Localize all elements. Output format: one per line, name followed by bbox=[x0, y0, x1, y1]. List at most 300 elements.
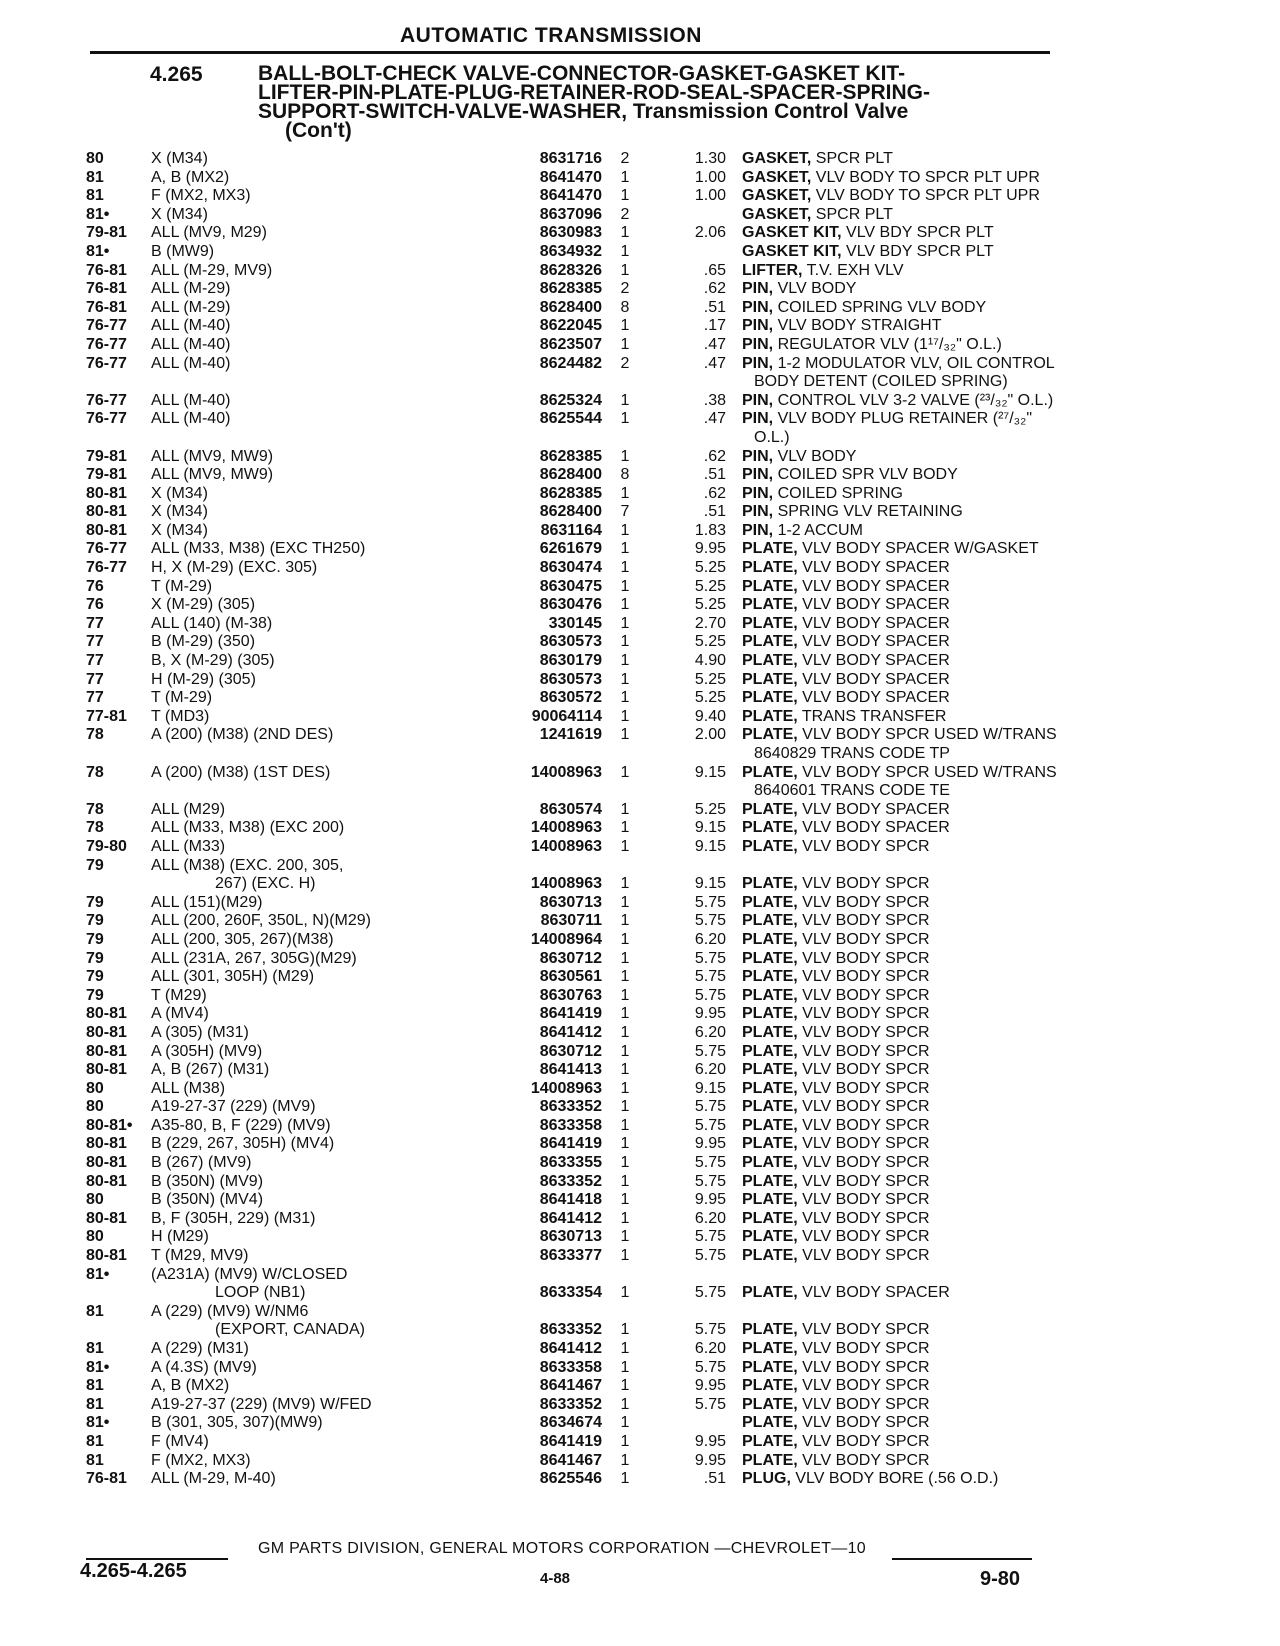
part-row bbox=[86, 1024, 1046, 1043]
part-number: 8630474 bbox=[539, 559, 602, 577]
part-name: GASKET, bbox=[742, 150, 812, 167]
price: 5.25 bbox=[694, 577, 726, 595]
model-year: 80 bbox=[86, 1228, 104, 1246]
part-number: 8630561 bbox=[539, 968, 602, 986]
quantity: 1 bbox=[620, 1470, 630, 1488]
price: 5.75 bbox=[694, 1358, 726, 1376]
part-row bbox=[86, 1135, 1046, 1154]
part-name: GASKET KIT, bbox=[742, 242, 842, 260]
part-detail: VLV BODY SPCR bbox=[802, 912, 930, 930]
part-number: 8633358 bbox=[539, 1358, 602, 1376]
model-year: 81• bbox=[86, 1414, 110, 1432]
part-row bbox=[86, 1396, 1046, 1415]
model-year: 77 bbox=[86, 652, 104, 670]
part-row bbox=[86, 950, 1046, 969]
part-row bbox=[86, 1154, 1046, 1173]
part-name: PLATE, bbox=[742, 1135, 798, 1153]
part-description bbox=[742, 262, 1132, 281]
model-year: 76-81 bbox=[86, 261, 127, 279]
part-row bbox=[86, 819, 1046, 838]
model-year: 81 bbox=[86, 1432, 104, 1450]
part-description bbox=[742, 782, 1144, 801]
part-name: PLATE, bbox=[742, 652, 798, 670]
part-number: 8628385 bbox=[539, 280, 602, 298]
part-row bbox=[86, 726, 1057, 745]
price: .38 bbox=[703, 391, 726, 409]
part-number: 8641467 bbox=[539, 1377, 602, 1395]
price: 5.75 bbox=[694, 1116, 726, 1134]
part-description bbox=[742, 1210, 1132, 1229]
part-description bbox=[742, 299, 1132, 318]
part-name: PIN, bbox=[742, 466, 774, 484]
price: .51 bbox=[703, 1470, 726, 1488]
application: A, B (MX2) bbox=[151, 1377, 230, 1395]
application: ALL (200, 260F, 350L, N)(M29) bbox=[151, 912, 371, 930]
part-number: 14008964 bbox=[530, 930, 602, 948]
model-year: 77 bbox=[86, 670, 104, 688]
part-number: 8633352 bbox=[539, 1172, 602, 1190]
model-year: 80-81 bbox=[86, 1209, 127, 1227]
quantity: 1 bbox=[620, 763, 630, 781]
part-name: PLATE, bbox=[742, 1340, 798, 1357]
application: X (M34) bbox=[151, 503, 208, 521]
part-description bbox=[742, 1043, 1132, 1062]
part-row bbox=[86, 1191, 1046, 1210]
part-name: PLATE, bbox=[742, 800, 798, 818]
quantity: 1 bbox=[620, 837, 630, 855]
part-name: PLATE, bbox=[742, 949, 798, 967]
part-row bbox=[86, 689, 1046, 708]
application: A (4.3S) (MV9) bbox=[151, 1358, 257, 1376]
quantity: 1 bbox=[620, 726, 630, 744]
part-row bbox=[86, 354, 1055, 374]
part-name: PLATE, bbox=[742, 614, 798, 632]
part-detail: COILED SPRING VLV BODY bbox=[777, 298, 987, 316]
price: 5.75 bbox=[694, 1247, 726, 1265]
part-detail: 1-2 ACCUM bbox=[777, 521, 863, 539]
part-description bbox=[742, 150, 1132, 169]
application: ALL (301, 305H) (M29) bbox=[151, 968, 315, 986]
part-name: PLATE, bbox=[742, 689, 798, 707]
part-number: 8630573 bbox=[539, 670, 602, 688]
part-number: 8631716 bbox=[539, 150, 602, 167]
part-name: PLATE, bbox=[742, 577, 798, 595]
price: 5.75 bbox=[694, 1098, 726, 1116]
part-row bbox=[86, 1005, 1046, 1024]
price: 5.75 bbox=[694, 986, 726, 1004]
part-description bbox=[742, 280, 1132, 299]
part-number: 8628400 bbox=[539, 503, 602, 521]
part-detail: VLV BODY SPCR bbox=[802, 1377, 930, 1395]
part-row bbox=[86, 1321, 1046, 1340]
application: ALL (200, 305, 267)(M38) bbox=[151, 930, 334, 948]
part-row bbox=[86, 448, 1046, 467]
model-year: 79 bbox=[86, 912, 104, 930]
part-description bbox=[742, 764, 1132, 783]
part-description bbox=[742, 410, 1132, 429]
part-detail: SPRING VLV RETAINING bbox=[777, 503, 963, 521]
price: 5.75 bbox=[694, 1172, 726, 1190]
model-year: 78 bbox=[86, 800, 104, 818]
description-continuation-row bbox=[86, 782, 1046, 801]
price: 9.95 bbox=[694, 1005, 726, 1023]
part-number: 8630572 bbox=[539, 689, 602, 707]
part-row bbox=[86, 299, 1046, 318]
part-description bbox=[742, 596, 1132, 615]
part-description bbox=[742, 578, 1132, 597]
model-year: 80 bbox=[86, 150, 104, 167]
application: ALL (MV9, M29) bbox=[151, 224, 267, 242]
quantity: 1 bbox=[620, 1358, 630, 1376]
model-year: 80-81 bbox=[86, 1172, 127, 1190]
part-row bbox=[86, 522, 1046, 541]
part-description bbox=[742, 894, 1132, 913]
price: 4.90 bbox=[694, 652, 726, 670]
part-number: 330145 bbox=[548, 614, 602, 632]
part-number: 8641412 bbox=[539, 1023, 602, 1041]
quantity: 1 bbox=[620, 986, 630, 1004]
quantity: 1 bbox=[620, 1135, 630, 1153]
part-number: 8633354 bbox=[539, 1284, 602, 1302]
application: A (305H) (MV9) bbox=[151, 1042, 263, 1060]
part-detail: TRANS TRANSFER bbox=[801, 707, 947, 725]
price: 9.95 bbox=[694, 540, 726, 558]
quantity: 1 bbox=[620, 521, 630, 539]
application: ALL (M-29, MV9) bbox=[151, 261, 273, 279]
price: 5.25 bbox=[694, 800, 726, 818]
part-name: PLATE, bbox=[742, 540, 798, 558]
part-detail: VLV BODY SPCR bbox=[802, 1228, 930, 1246]
part-detail: VLV BODY SPCR bbox=[802, 1321, 930, 1339]
part-detail: VLV BODY SPCR bbox=[802, 1432, 930, 1450]
quantity: 1 bbox=[620, 1284, 630, 1302]
part-row bbox=[86, 280, 1046, 299]
price: 5.75 bbox=[694, 1042, 726, 1060]
part-number: 8628400 bbox=[539, 298, 602, 316]
part-description bbox=[742, 336, 1132, 355]
part-name: PIN, bbox=[742, 410, 774, 428]
price: 5.25 bbox=[694, 633, 726, 651]
price: 9.40 bbox=[694, 707, 726, 725]
part-detail: VLV BODY SPCR bbox=[802, 1209, 930, 1227]
part-detail: VLV BODY SPACER bbox=[802, 1284, 950, 1302]
model-year: 80-81 bbox=[86, 1135, 127, 1153]
part-description bbox=[742, 1247, 1132, 1266]
model-year: 77 bbox=[86, 689, 104, 707]
model-year: 77 bbox=[86, 633, 104, 651]
part-row bbox=[86, 615, 1046, 634]
application: H, X (M-29) (EXC. 305) bbox=[151, 559, 318, 577]
part-number: 8641419 bbox=[539, 1432, 602, 1450]
model-year: 76 bbox=[86, 596, 104, 614]
part-row bbox=[86, 540, 1046, 559]
part-number: 8641419 bbox=[539, 1005, 602, 1023]
application: X (M34) bbox=[151, 484, 208, 502]
application: B (229, 267, 305H) (MV4) bbox=[151, 1135, 335, 1153]
part-detail: VLV BODY SPCR bbox=[802, 930, 930, 948]
application: ALL (M38) bbox=[151, 1079, 226, 1097]
price: 5.75 bbox=[694, 968, 726, 986]
price: 9.95 bbox=[694, 1451, 726, 1469]
part-detail: VLV BODY SPCR bbox=[802, 1395, 930, 1413]
part-row bbox=[86, 1303, 1046, 1322]
quantity: 1 bbox=[620, 1061, 630, 1079]
price: 5.75 bbox=[694, 1228, 726, 1246]
part-description bbox=[742, 968, 1132, 987]
part-name: PLATE, bbox=[742, 559, 798, 577]
application: X (M34) bbox=[151, 521, 208, 539]
part-description bbox=[742, 1080, 1132, 1099]
price: 1.30 bbox=[694, 150, 726, 167]
price: 9.15 bbox=[694, 837, 726, 855]
price: .51 bbox=[703, 503, 726, 521]
application: ALL (M-40) bbox=[151, 354, 231, 372]
model-year: 80-81 bbox=[86, 1023, 127, 1041]
part-detail: VLV BODY SPCR bbox=[802, 893, 930, 911]
part-name: PLATE, bbox=[742, 1116, 798, 1134]
part-description bbox=[742, 187, 1132, 206]
quantity: 1 bbox=[620, 242, 630, 260]
part-detail: VLV BODY SPACER bbox=[802, 577, 950, 595]
price: 5.25 bbox=[694, 559, 726, 577]
part-description bbox=[742, 1414, 1132, 1433]
application: ALL (M-40) bbox=[151, 317, 231, 335]
part-name: PLATE, bbox=[742, 1154, 798, 1172]
part-row bbox=[86, 931, 1046, 950]
model-year: 81 bbox=[86, 1451, 104, 1469]
quantity: 1 bbox=[620, 1247, 630, 1265]
model-year: 76-81 bbox=[86, 280, 127, 298]
part-detail: VLV BODY SPCR bbox=[802, 1414, 930, 1432]
quantity: 1 bbox=[620, 1432, 630, 1450]
part-number: 8630713 bbox=[539, 1228, 602, 1246]
part-name: PLATE, bbox=[742, 1414, 798, 1432]
application: B, X (M-29) (305) bbox=[151, 652, 275, 670]
continued-label: (Con't) bbox=[285, 119, 352, 142]
part-name: PLATE, bbox=[742, 1247, 798, 1265]
quantity: 1 bbox=[620, 1395, 630, 1413]
part-name: PLATE, bbox=[742, 633, 798, 651]
part-name: LIFTER, bbox=[742, 261, 803, 279]
part-description bbox=[742, 671, 1132, 690]
part-row bbox=[86, 410, 1046, 429]
price: .51 bbox=[703, 466, 726, 484]
price: .47 bbox=[703, 335, 726, 353]
part-description bbox=[742, 1433, 1132, 1452]
part-row bbox=[86, 1043, 1046, 1062]
part-row bbox=[86, 336, 1046, 355]
part-description bbox=[742, 1284, 1132, 1303]
part-name: PLATE, bbox=[742, 1284, 798, 1302]
quantity: 1 bbox=[620, 1172, 630, 1190]
part-detail: VLV BODY SPCR bbox=[802, 875, 930, 893]
part-detail: VLV BODY SPCR bbox=[802, 1042, 930, 1060]
price: .65 bbox=[703, 261, 726, 279]
part-number: 8633352 bbox=[539, 1098, 602, 1116]
part-detail: VLV BODY SPACER bbox=[802, 670, 950, 688]
price: 9.95 bbox=[694, 1135, 726, 1153]
application: A (MV4) bbox=[151, 1005, 209, 1023]
part-row bbox=[86, 1061, 1046, 1080]
part-row bbox=[86, 1433, 1046, 1452]
application: B (267) (MV9) bbox=[151, 1154, 252, 1172]
quantity: 8 bbox=[620, 466, 630, 484]
part-name: PIN, bbox=[742, 335, 774, 353]
model-year: 76-81 bbox=[86, 298, 127, 316]
quantity: 1 bbox=[620, 1377, 630, 1395]
quantity: 1 bbox=[620, 670, 630, 688]
part-description bbox=[742, 169, 1132, 188]
part-description bbox=[742, 429, 1144, 448]
part-description bbox=[742, 1024, 1132, 1043]
part-row bbox=[86, 652, 1046, 671]
part-name: PLATE, bbox=[742, 596, 798, 614]
part-description bbox=[742, 1005, 1132, 1024]
model-year: 80-81 bbox=[86, 1247, 127, 1265]
part-name: PLATE, bbox=[742, 837, 798, 855]
part-number: 8622045 bbox=[539, 317, 602, 335]
part-detail: VLV BODY SPACER bbox=[802, 596, 950, 614]
part-name: PLATE, bbox=[742, 1079, 798, 1097]
quantity: 1 bbox=[620, 1191, 630, 1209]
part-description bbox=[742, 522, 1132, 541]
price: 1.00 bbox=[694, 168, 726, 186]
part-detail: SPCR PLT bbox=[815, 150, 893, 167]
part-description bbox=[742, 1377, 1132, 1396]
part-detail: 8640829 TRANS CODE TP bbox=[754, 745, 950, 762]
model-year: 78 bbox=[86, 726, 104, 744]
model-year: 79 bbox=[86, 986, 104, 1004]
price: .62 bbox=[703, 484, 726, 502]
application: H (M29) bbox=[151, 1228, 209, 1246]
quantity: 1 bbox=[620, 912, 630, 930]
quantity: 1 bbox=[620, 1451, 630, 1469]
part-row bbox=[86, 485, 1046, 504]
part-description bbox=[742, 1470, 1132, 1489]
part-detail: VLV BODY SPCR USED W/TRANS bbox=[802, 763, 1057, 781]
part-name: PLATE, bbox=[742, 763, 798, 781]
quantity: 1 bbox=[620, 1414, 630, 1432]
part-name: PLATE, bbox=[742, 912, 798, 930]
price: 5.75 bbox=[694, 893, 726, 911]
application: ALL (M-29, M-40) bbox=[151, 1470, 276, 1488]
part-name: PLATE, bbox=[742, 1228, 798, 1246]
part-description bbox=[742, 559, 1132, 578]
application: A35-80, B, F (229) (MV9) bbox=[151, 1116, 331, 1134]
part-number: 8625546 bbox=[539, 1470, 602, 1488]
page-title: AUTOMATIC TRANSMISSION bbox=[400, 24, 702, 47]
model-year: 78 bbox=[86, 819, 104, 837]
part-number: 8630713 bbox=[539, 893, 602, 911]
part-detail: COILED SPRING bbox=[777, 484, 903, 502]
price: 2.06 bbox=[694, 224, 726, 242]
part-row bbox=[86, 1247, 1046, 1266]
part-number: 8634932 bbox=[539, 242, 602, 260]
part-name: PIN, bbox=[742, 484, 774, 502]
application: T (M29, MV9) bbox=[151, 1247, 249, 1265]
part-row bbox=[86, 763, 1057, 783]
price: 5.75 bbox=[694, 1321, 726, 1339]
model-year: 78 bbox=[86, 763, 104, 781]
section-number: 4.265 bbox=[150, 63, 203, 86]
model-year: 76-77 bbox=[86, 391, 127, 409]
application: A (229) (M31) bbox=[151, 1340, 249, 1357]
footer-page-number: 4-88 bbox=[540, 1570, 571, 1587]
part-number: 8641470 bbox=[539, 187, 602, 205]
application: B (350N) (MV9) bbox=[151, 1172, 264, 1190]
model-year: 79 bbox=[86, 930, 104, 948]
application: T (M-29) bbox=[151, 577, 213, 595]
quantity: 1 bbox=[620, 614, 630, 632]
application: A (305) (M31) bbox=[151, 1023, 249, 1041]
part-number: 8630763 bbox=[539, 986, 602, 1004]
part-detail: VLV BODY SPCR bbox=[802, 1005, 930, 1023]
part-name: PLATE, bbox=[742, 1358, 798, 1376]
part-number: 8641470 bbox=[539, 168, 602, 186]
application: ALL (MV9, MW9) bbox=[151, 466, 274, 484]
application: ALL (M38) (EXC. 200, 305, bbox=[151, 856, 344, 874]
part-number: 8628385 bbox=[539, 447, 602, 465]
part-number: 8633352 bbox=[539, 1395, 602, 1413]
part-description bbox=[742, 1154, 1132, 1173]
part-row bbox=[86, 559, 1046, 578]
model-year: 81 bbox=[86, 168, 104, 186]
section-title bbox=[258, 64, 1058, 140]
model-year: 76-77 bbox=[86, 540, 127, 558]
part-number: 90064114 bbox=[531, 707, 602, 725]
part-number: 8628326 bbox=[539, 261, 602, 279]
part-row bbox=[86, 838, 1046, 857]
part-detail: VLV BODY SPCR bbox=[802, 1098, 930, 1116]
part-detail: VLV BODY SPACER bbox=[802, 559, 950, 577]
part-number: 8641418 bbox=[539, 1191, 602, 1209]
part-number: 8630711 bbox=[540, 912, 602, 930]
quantity: 1 bbox=[620, 1098, 630, 1116]
part-row bbox=[86, 1228, 1046, 1247]
part-description bbox=[742, 485, 1132, 504]
quantity: 1 bbox=[620, 968, 630, 986]
application: ALL (M-29) bbox=[151, 298, 231, 316]
quantity: 1 bbox=[620, 577, 630, 595]
part-detail: VLV BODY bbox=[777, 280, 857, 298]
price: .17 bbox=[703, 317, 726, 335]
part-detail: VLV BODY SPCR USED W/TRANS bbox=[802, 726, 1057, 744]
part-detail: VLV BODY SPCR bbox=[802, 1451, 930, 1469]
quantity: 1 bbox=[620, 559, 630, 577]
quantity: 1 bbox=[620, 187, 630, 205]
part-name: PLATE, bbox=[742, 893, 798, 911]
part-description bbox=[742, 1452, 1132, 1471]
quantity: 1 bbox=[620, 893, 630, 911]
part-description bbox=[742, 912, 1132, 931]
part-row bbox=[86, 987, 1046, 1006]
part-name: PLATE, bbox=[742, 1395, 798, 1413]
model-year: 76-77 bbox=[86, 354, 127, 372]
part-row bbox=[86, 875, 1046, 894]
part-number: 8637096 bbox=[539, 205, 602, 223]
part-name: PLATE, bbox=[742, 1191, 798, 1209]
part-name: PLATE, bbox=[742, 1023, 798, 1041]
application: B (301, 305, 307)(MW9) bbox=[151, 1414, 323, 1432]
price: .47 bbox=[703, 410, 726, 428]
part-description bbox=[742, 1061, 1132, 1080]
part-number: 14008963 bbox=[530, 1079, 602, 1097]
quantity: 1 bbox=[620, 410, 630, 428]
part-row bbox=[86, 1452, 1046, 1471]
part-row bbox=[86, 391, 1054, 411]
part-description bbox=[742, 1321, 1132, 1340]
application: B (350N) (MV4) bbox=[151, 1191, 264, 1209]
